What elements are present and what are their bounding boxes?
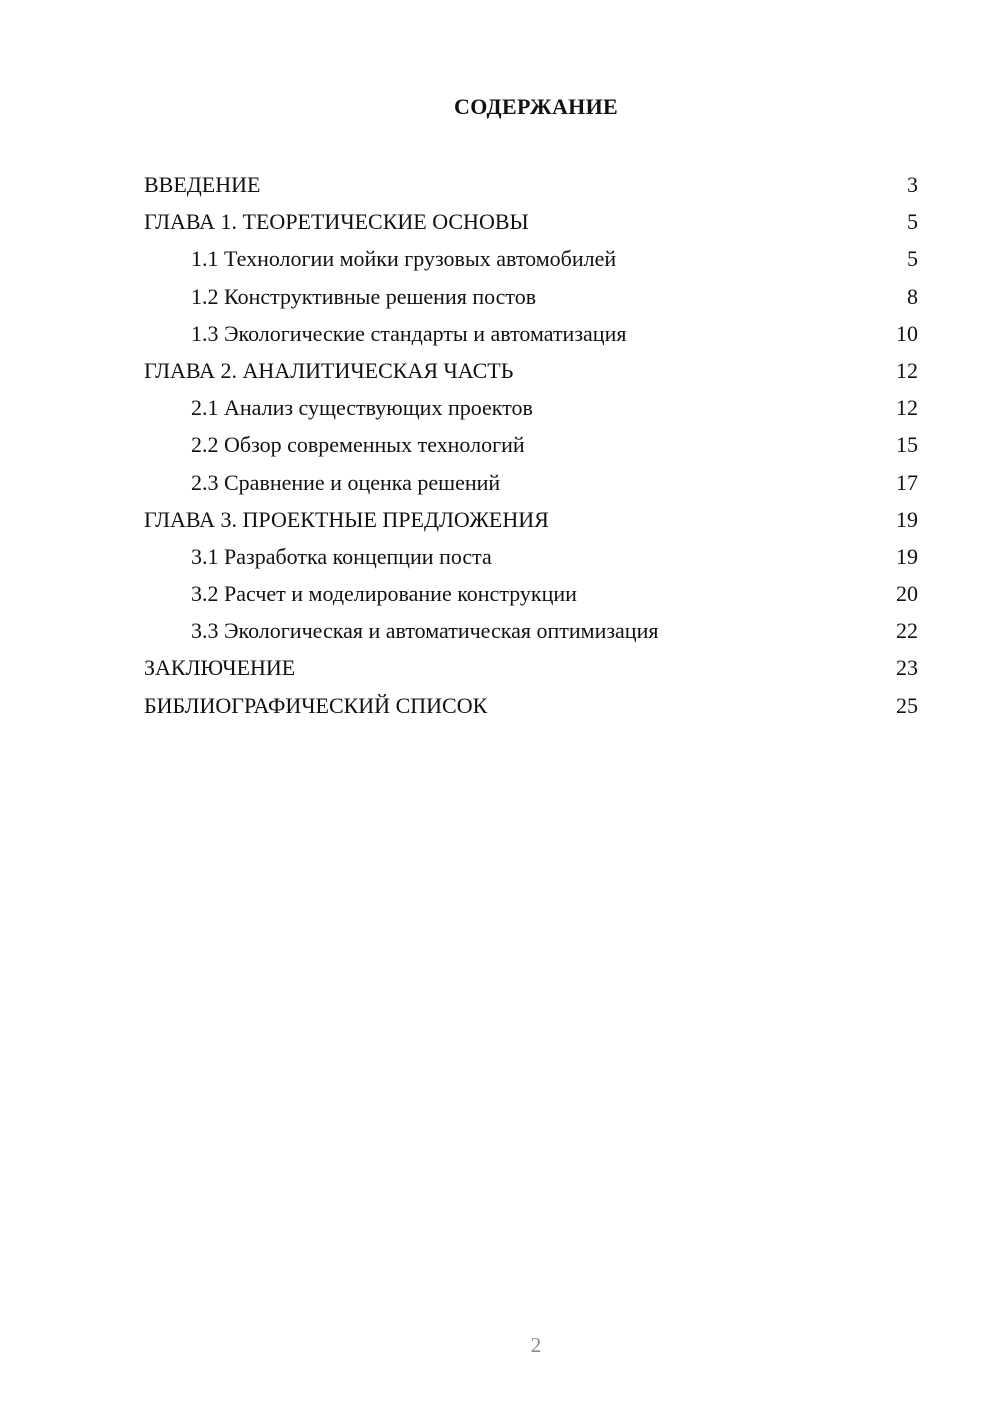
toc-entry-page: 10 (896, 320, 918, 346)
toc-entry-page: 23 (896, 655, 918, 681)
toc-entry-label: ВВЕДЕНИЕ (144, 172, 261, 197)
toc-entry (144, 389, 918, 426)
toc-entry-label: 1.2 Конструктивные решения постов (191, 283, 537, 309)
toc-entry-label: ГЛАВА 1. ТЕОРЕТИЧЕСКИЕ ОСНОВЫ (144, 209, 529, 235)
toc-entry-label: 3.2 Расчет и моделирование конструкции (191, 581, 577, 607)
toc-entry-page: 12 (896, 357, 918, 383)
toc-entry-page: 8 (907, 283, 918, 309)
toc-entry-label: 2.2 Обзор современных технологий (191, 432, 525, 458)
toc-entry-page: 19 (896, 506, 918, 532)
toc-entry-page: 5 (907, 246, 918, 272)
toc-entry (144, 426, 918, 463)
toc-entry-page: 20 (896, 581, 918, 607)
toc-entry-label: 3.1 Разработка концепции поста (191, 543, 492, 569)
toc-entry (144, 649, 918, 686)
table-of-contents (144, 166, 918, 724)
toc-entry-label: БИБЛИОГРАФИЧЕСКИЙ СПИСОК (144, 692, 488, 718)
toc-entry (144, 538, 918, 575)
toc-entry-label: 2.3 Сравнение и оценка решений (191, 469, 501, 495)
toc-entry-page: 5 (907, 209, 918, 235)
toc-entry (144, 240, 918, 277)
toc-entry-label: ЗАКЛЮЧЕНИЕ (144, 655, 296, 681)
toc-entry-label: ГЛАВА 3. ПРОЕКТНЫЕ ПРЕДЛОЖЕНИЯ (144, 506, 549, 532)
toc-entry (144, 203, 918, 240)
toc-entry-page: 25 (896, 692, 918, 718)
toc-entry (144, 501, 918, 538)
toc-entry (144, 687, 918, 724)
toc-entry-page: 22 (896, 618, 918, 644)
toc-entry-page: 15 (896, 432, 918, 458)
toc-entry (144, 464, 918, 501)
toc-entry-label: 1.3 Экологические стандарты и автоматизация (191, 320, 627, 346)
toc-entry-page: 12 (896, 395, 918, 421)
toc-entry-page: 17 (896, 469, 918, 495)
toc-entry (144, 352, 918, 389)
page-title: СОДЕРЖАНИЕ (454, 94, 618, 119)
toc-entry (144, 315, 918, 352)
page-number: 2 (530, 1333, 542, 1357)
toc-entry-label: 1.1 Технологии мойки грузовых автомобилей (191, 246, 617, 272)
toc-entry-label: 2.1 Анализ существующих проектов (191, 395, 533, 421)
toc-entry (144, 278, 918, 315)
toc-entry (144, 166, 918, 203)
toc-entry (144, 612, 918, 649)
toc-entry-label: ГЛАВА 2. АНАЛИТИЧЕСКАЯ ЧАСТЬ (144, 357, 514, 383)
toc-entry (144, 575, 918, 612)
toc-entry-page: 19 (896, 543, 918, 569)
toc-entry-page: 3 (907, 172, 918, 197)
toc-entry-label: 3.3 Экологическая и автоматическая оптимизация (191, 618, 659, 644)
